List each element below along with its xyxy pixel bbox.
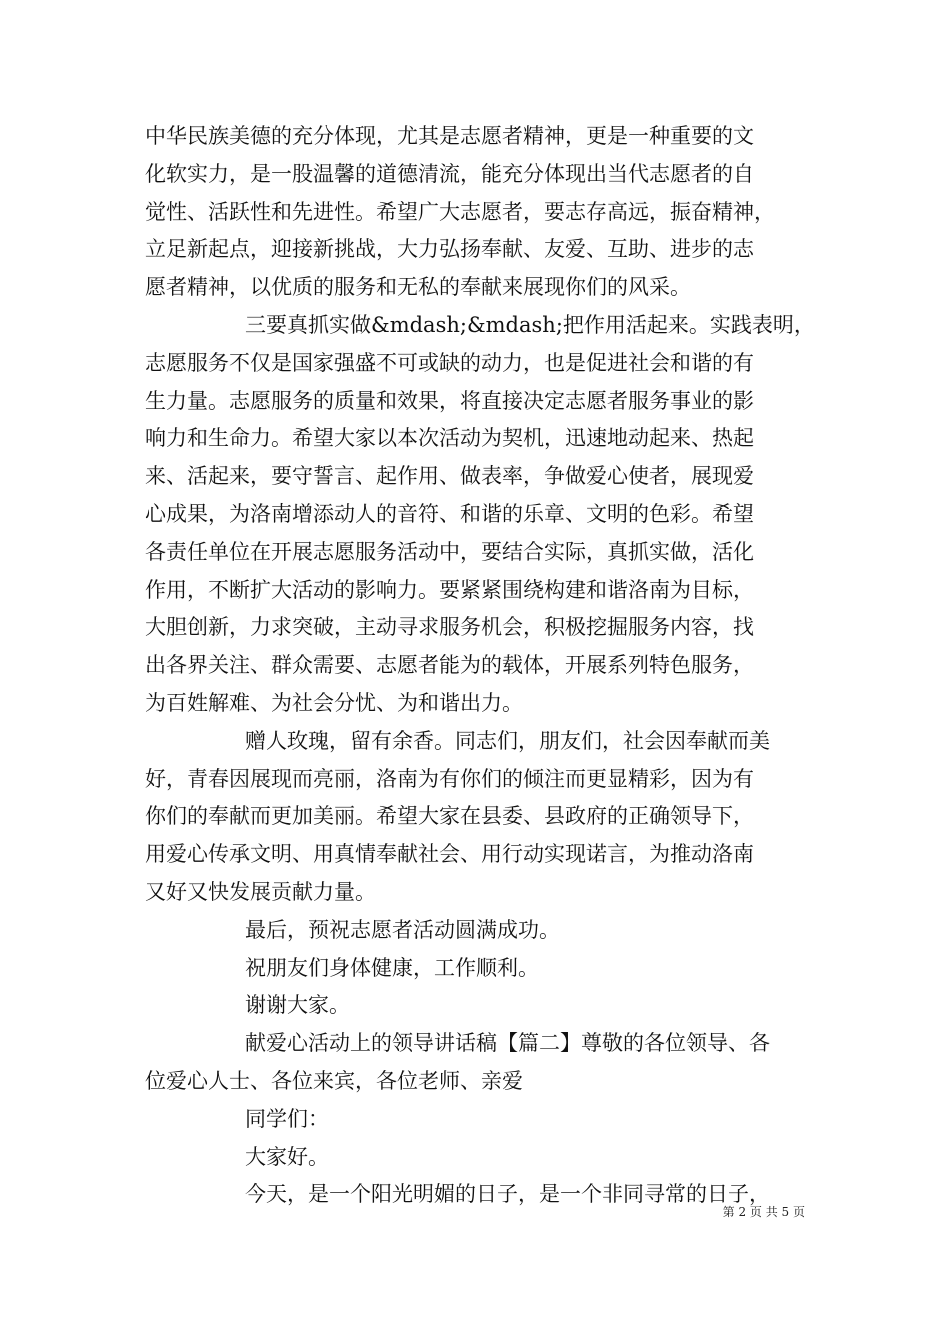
text-line: 愿者精神，以优质的服务和无私的奉献来展现你们的风采。	[145, 275, 691, 300]
text-line: 中华民族美德的充分体现，尤其是志愿者精神，更是一种重要的文	[145, 124, 754, 148]
paragraph-start-line: 赠人玫瑰，留有余香。同志们，朋友们，社会因奉献而美	[245, 728, 770, 753]
text-line: 立足新起点，迎接新挑战，大力弘扬奉献、友爱、互助、进步的志	[145, 237, 754, 262]
paragraph-start-line: 今天，是一个阳光明媚的日子，是一个非同寻常的日子，	[245, 1182, 770, 1207]
text-line: 为百姓解难、为社会分忧、为和谐出力。	[145, 690, 523, 715]
paragraph-start-line: 谢谢大家。	[245, 993, 350, 1018]
text-line: 各责任单位在开展志愿服务活动中，要结合实际，真抓实做，活化	[145, 539, 754, 564]
text-line: 生力量。志愿服务的质量和效果，将直接决定志愿者服务事业的影	[145, 388, 754, 413]
paragraph-start-line: 最后，预祝志愿者活动圆满成功。	[245, 917, 560, 942]
text-line: 志愿服务不仅是国家强盛不可或缺的动力，也是促进社会和谐的有	[145, 350, 754, 375]
section-heading-line: 献爱心活动上的领导讲话稿【篇二】尊敬的各位领导、各	[245, 1031, 770, 1056]
text-line: 又好又快发展贡献力量。	[145, 879, 376, 904]
paragraph-start-line: 同学们：	[245, 1106, 329, 1131]
text-line: 用爱心传承文明、用真情奉献社会、用行动实现诺言，为推动洛南	[145, 842, 754, 867]
text-line: 作用，不断扩大活动的影响力。要紧紧围绕构建和谐洛南为目标，	[145, 577, 754, 602]
paragraph-start-line: 三要真抓实做&mdash;&mdash;把作用活起来。实践表明，	[245, 312, 815, 337]
text-line: 心成果，为洛南增添动人的音符、和谐的乐章、文明的色彩。希望	[145, 501, 754, 526]
text-line: 化软实力，是一股温馨的道德清流，能充分体现出当代志愿者的自	[145, 161, 754, 186]
text-line: 大胆创新，力求突破，主动寻求服务机会，积极挖掘服务内容，找	[145, 615, 754, 640]
document-body	[145, 118, 815, 1214]
paragraph-start-line: 大家好。	[245, 1144, 329, 1169]
paragraph-start-line: 祝朋友们身体健康，工作顺利。	[245, 955, 539, 980]
text-line: 来、活起来，要守誓言、起作用、做表率，争做爱心使者，展现爱	[145, 464, 754, 489]
text-line: 觉性、活跃性和先进性。希望广大志愿者，要志存高远，振奋精神，	[145, 199, 775, 224]
text-line: 你们的奉献而更加美丽。希望大家在县委、县政府的正确领导下，	[145, 804, 754, 829]
text-line: 响力和生命力。希望大家以本次活动为契机，迅速地动起来、热起	[145, 426, 754, 451]
page-number-footer: 第 2 页 共 5 页	[722, 1205, 805, 1219]
text-line: 位爱心人士、各位来宾，各位老师、亲爱	[145, 1068, 523, 1093]
text-line: 出各界关注、群众需要、志愿者能为的载体，开展系列特色服务，	[145, 653, 754, 678]
text-line: 好，青春因展现而亮丽，洛南为有你们的倾注而更显精彩，因为有	[145, 766, 754, 791]
